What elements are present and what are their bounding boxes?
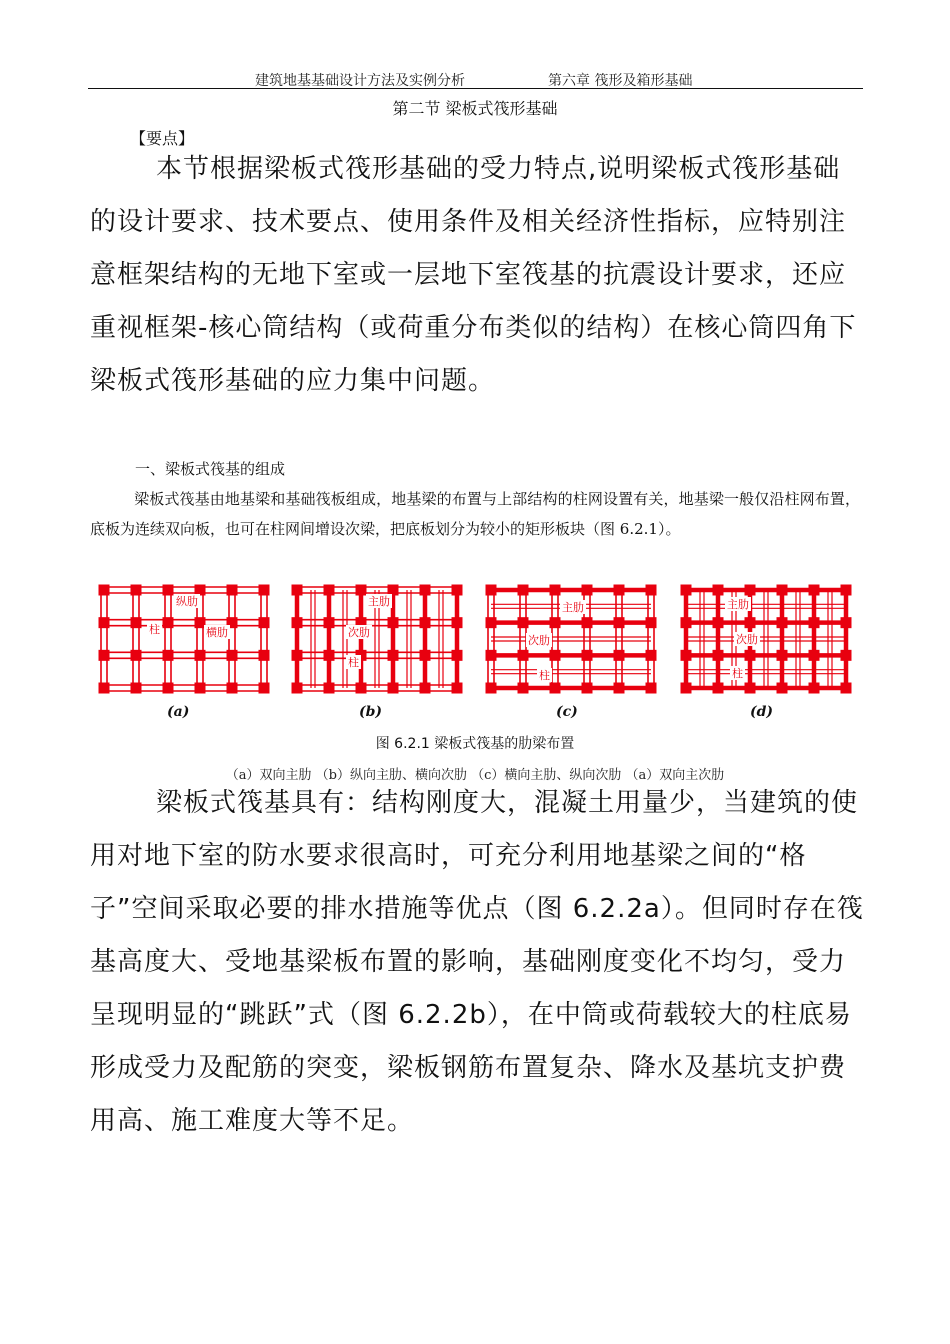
column-block xyxy=(452,650,463,661)
column-block xyxy=(518,683,529,694)
column-block xyxy=(745,585,756,596)
column-block xyxy=(420,683,431,694)
column-block xyxy=(486,650,497,661)
column-block xyxy=(420,585,431,596)
column-block xyxy=(259,650,270,661)
column-block xyxy=(582,585,593,596)
column-block xyxy=(809,585,820,596)
column-block xyxy=(292,585,303,596)
header-left: 建筑地基基础设计方法及实例分析 xyxy=(255,73,465,89)
column-block xyxy=(163,650,174,661)
column-block xyxy=(745,683,756,694)
figure-caption: 图 6.2.1 梁板式筏基的肋梁布置 xyxy=(375,736,575,752)
column-block xyxy=(259,585,270,596)
column-block xyxy=(681,683,692,694)
column-block xyxy=(259,617,270,628)
column-block xyxy=(841,617,852,628)
column-block xyxy=(646,617,657,628)
column-block xyxy=(841,585,852,596)
column-block xyxy=(777,683,788,694)
column-block xyxy=(614,617,625,628)
key-points-text: 本节根据梁板式筏形基础的受力特点,说明梁板式筏形基础的设计要求、技术要点、使用条件及相关经济性指标，应特别注意框架结构的无地下室或一层地下室筏基的抗震设计要求，还应重视框架-核心筒结构（或荷重分布类似的结构）在核心筒四角下梁板式筏形基础的应力集中问题。 xyxy=(90,154,857,396)
column-block xyxy=(452,683,463,694)
column-block xyxy=(646,585,657,596)
column-block xyxy=(324,585,335,596)
panel-label-d: (d) xyxy=(750,704,774,720)
annotation-label: 横肋 xyxy=(206,626,228,639)
column-block xyxy=(550,650,561,661)
panel-label-c: (c) xyxy=(556,704,578,720)
column-block xyxy=(324,683,335,694)
annotation-label: 次肋 xyxy=(528,634,550,647)
annotation-label: 主肋 xyxy=(368,595,390,608)
column-block xyxy=(195,650,206,661)
column-block xyxy=(356,683,367,694)
column-block xyxy=(841,683,852,694)
annotation-label: 主肋 xyxy=(727,598,749,611)
column-block xyxy=(131,585,142,596)
annotation-label: 柱 xyxy=(539,669,550,682)
column-block xyxy=(582,650,593,661)
column-block xyxy=(777,650,788,661)
column-block xyxy=(99,683,110,694)
column-block xyxy=(292,683,303,694)
grid-panel-a xyxy=(99,585,270,694)
column-block xyxy=(582,617,593,628)
column-block xyxy=(195,683,206,694)
column-block xyxy=(195,617,206,628)
column-block xyxy=(227,650,238,661)
column-block xyxy=(614,683,625,694)
column-block xyxy=(486,617,497,628)
column-block xyxy=(99,585,110,596)
column-block xyxy=(681,650,692,661)
column-block xyxy=(550,683,561,694)
column-block xyxy=(388,650,399,661)
column-block xyxy=(809,650,820,661)
column-block xyxy=(518,650,529,661)
column-block xyxy=(324,617,335,628)
column-block xyxy=(324,650,335,661)
column-block xyxy=(646,650,657,661)
column-block xyxy=(163,617,174,628)
column-block xyxy=(420,650,431,661)
panel-label-b: (b) xyxy=(359,704,383,720)
column-block xyxy=(388,683,399,694)
column-block xyxy=(614,585,625,596)
column-block xyxy=(777,585,788,596)
column-block xyxy=(614,650,625,661)
column-block xyxy=(646,683,657,694)
column-block xyxy=(163,683,174,694)
column-block xyxy=(131,683,142,694)
column-block xyxy=(388,585,399,596)
column-block xyxy=(713,617,724,628)
column-block xyxy=(356,585,367,596)
column-block xyxy=(195,585,206,596)
body-paragraph xyxy=(90,777,865,1148)
key-points-label: 【要点】 xyxy=(130,129,195,148)
annotation-label: 主肋 xyxy=(562,601,584,614)
column-block xyxy=(745,617,756,628)
column-block xyxy=(809,617,820,628)
grid-panel-b xyxy=(292,585,463,694)
figure-subcaption: （a）双向主肋 （b）纵向主肋、横向次肋 （c）横向主肋、纵向次肋 （a）双向主次肋 xyxy=(225,768,725,783)
subheading: 一、梁板式筏基的组成 xyxy=(135,460,286,478)
column-block xyxy=(452,585,463,596)
annotation-label: 柱 xyxy=(348,656,359,669)
grid-panel-c xyxy=(486,585,657,694)
column-block xyxy=(388,617,399,628)
column-block xyxy=(259,683,270,694)
annotation-label: 柱 xyxy=(149,623,160,636)
column-block xyxy=(99,617,110,628)
column-block xyxy=(713,683,724,694)
body-text: 梁板式筏基具有：结构刚度大，混凝土用量少，当建筑的使用对地下室的防水要求很高时，可充分利用地基梁之间的“格子”空间采取必要的排水措施等优点（图 6.2.2a）。但同时存在筏基高度大、受地基梁板布置的影响，基础刚度变化不均匀，受力呈现明显的“跳跃”式（图 6.2.2b），在中筒或荷载较大的柱底易形成受力及配筋的突变，梁板钢筋布置复杂、降水及基坑支护费用高、施工难度大等不足。 xyxy=(90,788,864,1136)
column-block xyxy=(582,683,593,694)
column-block xyxy=(99,650,110,661)
column-block xyxy=(550,617,561,628)
panel-label-a: (a) xyxy=(167,704,190,720)
column-block xyxy=(163,585,174,596)
column-block xyxy=(227,585,238,596)
column-block xyxy=(420,617,431,628)
intro-text: 梁板式筏基由地基梁和基础筏板组成，地基梁的布置与上部结构的柱网设置有关，地基梁一般仅沿柱网布置，底板为连续双向板，也可在柱网间增设次梁，把底板划分为较小的矩形板块（图 6.2.1）。 xyxy=(90,490,860,538)
column-block xyxy=(809,683,820,694)
grid-panel-d xyxy=(681,585,852,694)
column-block xyxy=(486,585,497,596)
column-block xyxy=(745,650,756,661)
column-block xyxy=(681,617,692,628)
column-block xyxy=(292,650,303,661)
annotation-label: 柱 xyxy=(732,667,743,680)
column-block xyxy=(841,650,852,661)
annotation-label: 次肋 xyxy=(348,626,370,639)
column-block xyxy=(486,683,497,694)
column-block xyxy=(518,585,529,596)
column-block xyxy=(227,683,238,694)
header-right: 第六章 筏形及箱形基础 xyxy=(548,73,693,89)
annotation-label: 次肋 xyxy=(736,633,758,646)
column-block xyxy=(777,617,788,628)
column-block xyxy=(550,585,561,596)
column-block xyxy=(131,617,142,628)
column-block xyxy=(518,617,529,628)
column-block xyxy=(292,617,303,628)
annotation-label: 纵肋 xyxy=(176,595,198,608)
column-block xyxy=(713,650,724,661)
section-title: 第二节 梁板式筏形基础 xyxy=(392,99,558,118)
column-block xyxy=(713,585,724,596)
column-block xyxy=(452,617,463,628)
column-block xyxy=(681,585,692,596)
column-block xyxy=(131,650,142,661)
